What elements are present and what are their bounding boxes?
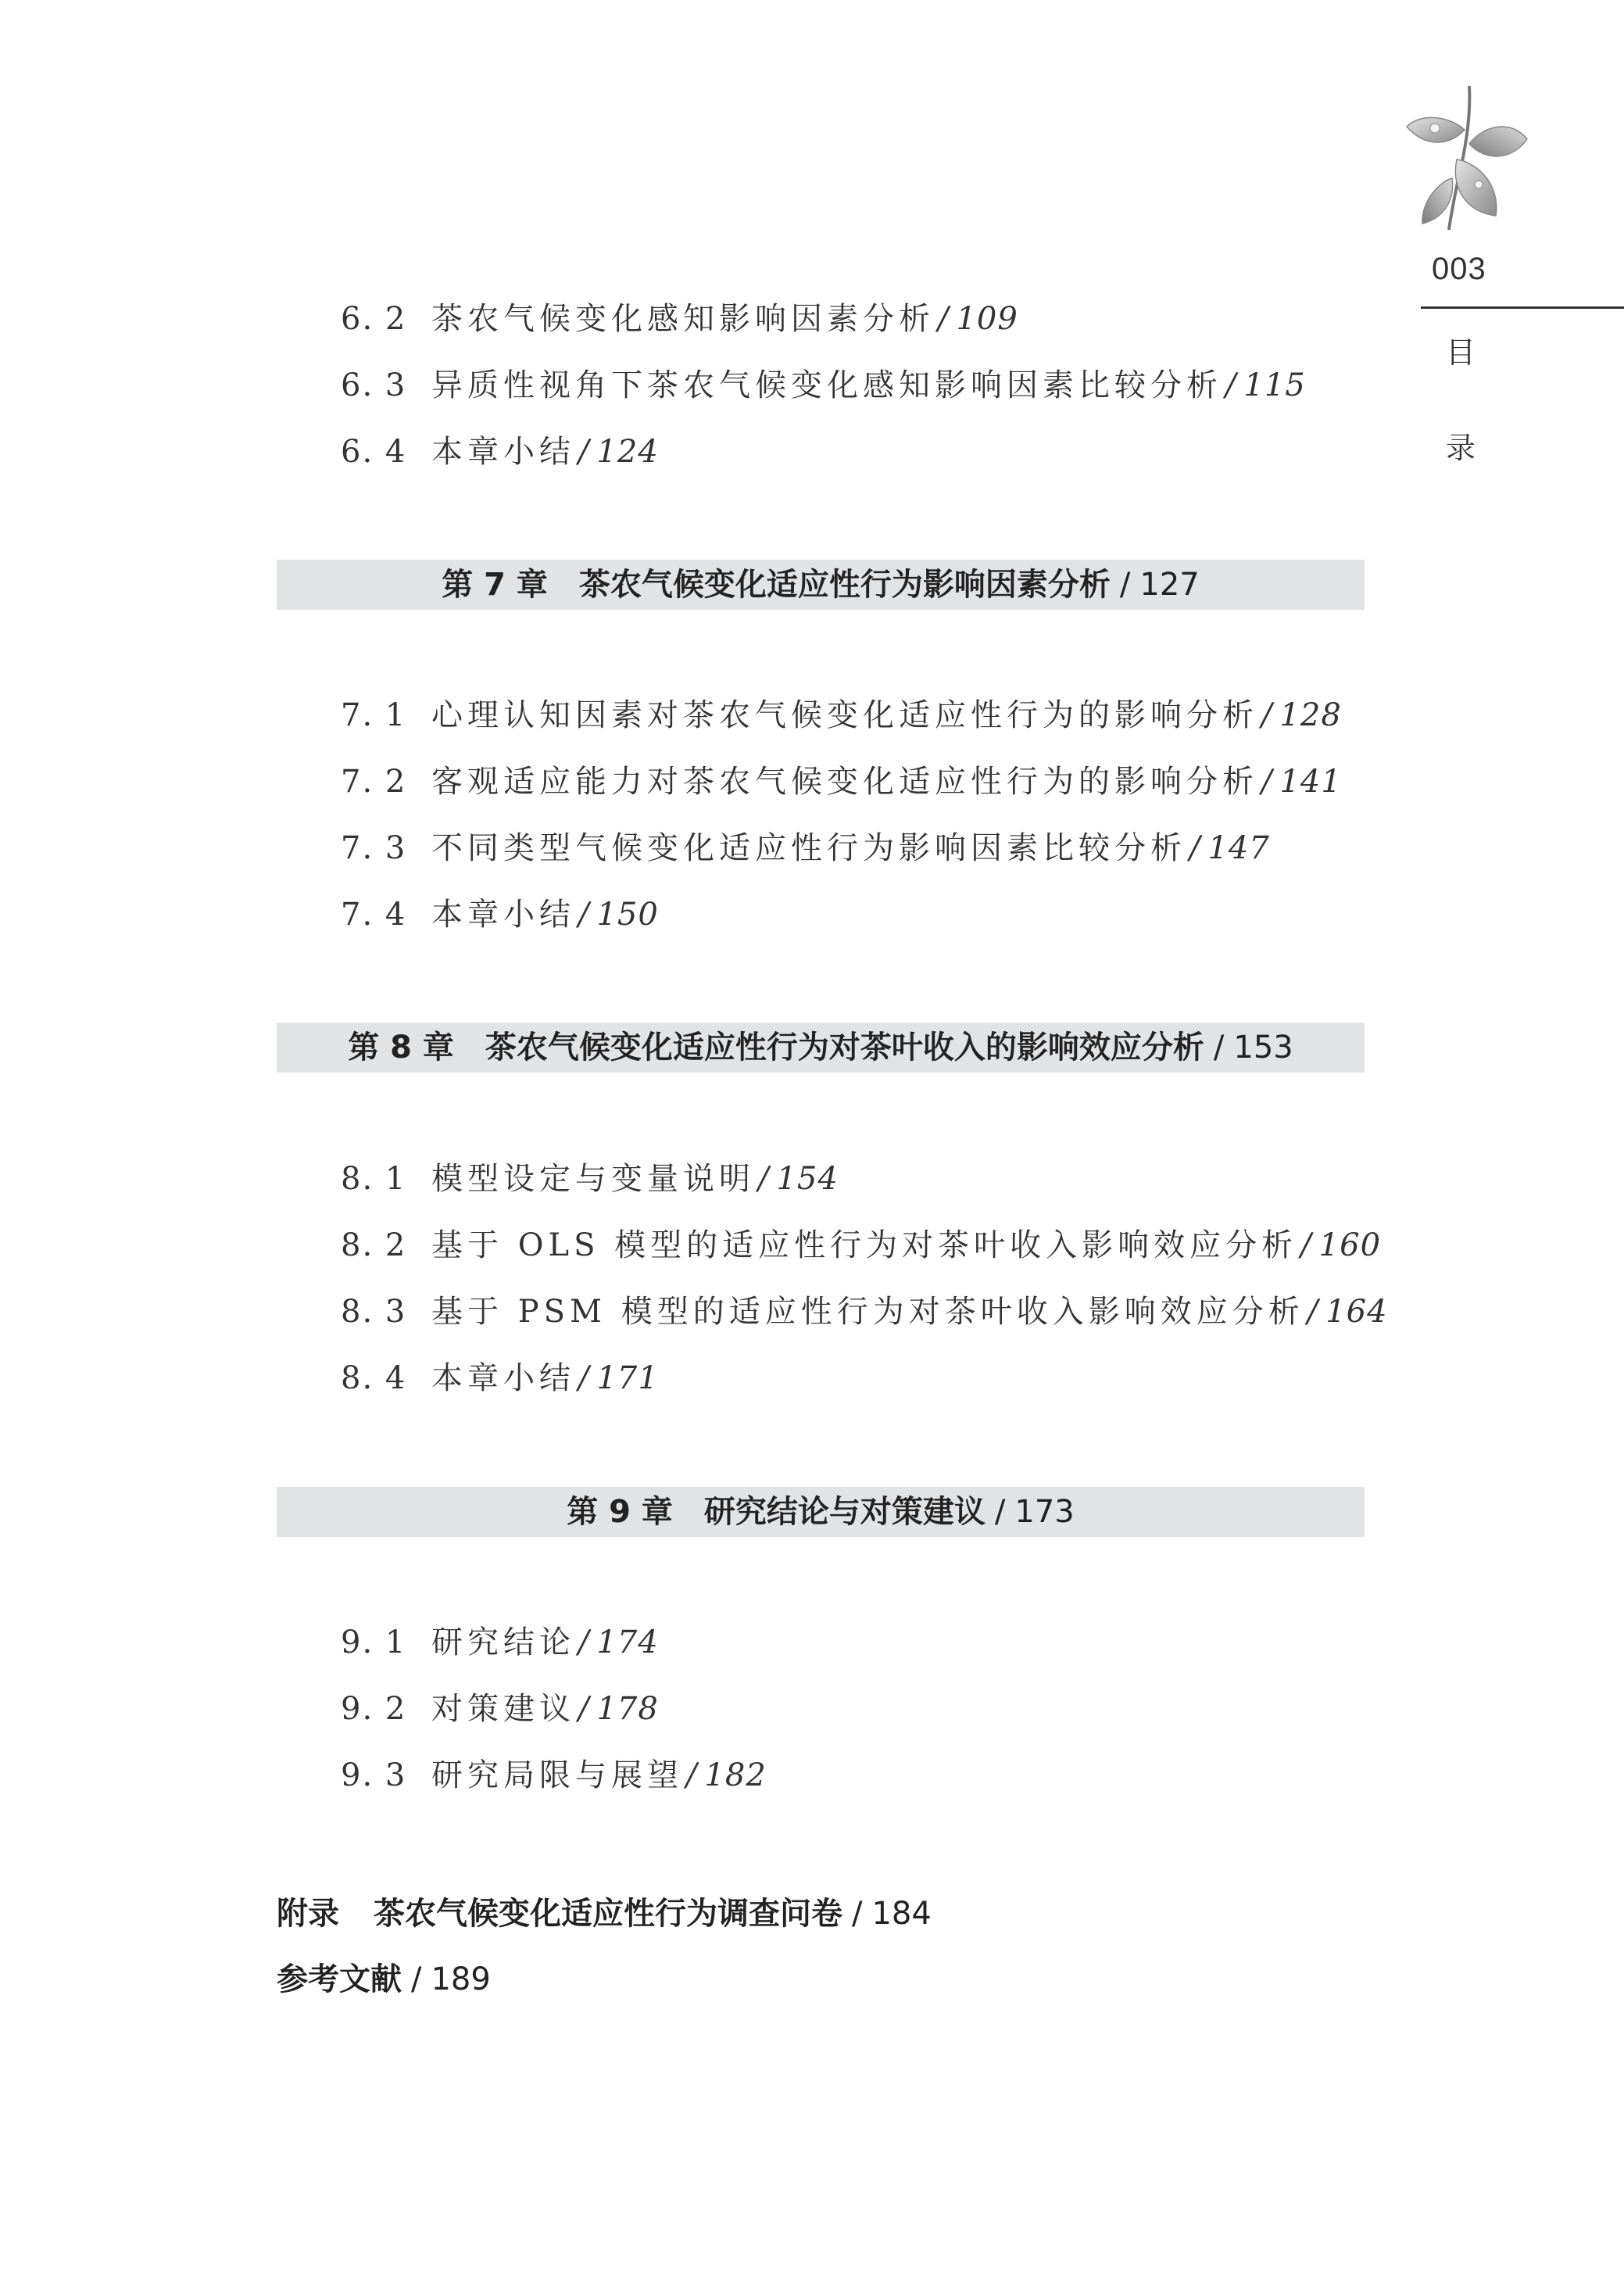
appendix-page: 184 [871,1896,932,1932]
appendix-label: 附录 [277,1896,339,1932]
section-page: 128 [1279,697,1342,733]
toc-section-8-1[interactable] [341,1155,839,1202]
toc-references[interactable] [277,1956,491,2003]
section-number: 7. 2 [341,764,407,800]
section-page: 154 [776,1161,839,1197]
page-separator: / [578,1691,589,1727]
section-page: 164 [1325,1294,1388,1330]
section-number: 7. 4 [341,897,407,933]
section-number: 6. 3 [341,367,407,403]
chapter-title: 研究结论与对策建议 [703,1494,985,1530]
section-page: 178 [596,1691,659,1727]
page-separator: / [1300,1227,1311,1263]
section-page: 182 [704,1757,767,1793]
page-separator: / [411,1961,422,1997]
section-title: 心理认知因素对茶农气候变化适应性行为的影响分析 [431,697,1258,733]
chapter-title: 茶农气候变化适应性行为对茶叶收入的影响效应分析 [485,1030,1204,1066]
section-number: 6. 2 [341,301,407,337]
section-title: 本章小结 [431,1360,575,1396]
section-page: 115 [1243,367,1306,403]
section-page: 147 [1207,830,1270,866]
toc-section-6-3[interactable] [341,362,1306,409]
section-title: 研究局限与展望 [431,1757,683,1793]
section-page: 171 [596,1360,659,1396]
section-title: 模型设定与变量说明 [431,1161,755,1197]
page-separator: / [758,1161,769,1197]
toc-section-8-3[interactable] [341,1288,1388,1335]
page-separator: / [994,1494,1006,1530]
chapter-page: 153 [1233,1030,1293,1066]
sidebar-label-top: 目 [1446,335,1476,370]
toc-chapter-8[interactable] [277,1023,1365,1073]
section-title: 研究结论 [431,1624,575,1660]
chapter-label: 第 8 章 [348,1030,454,1066]
section-title: 对策建议 [431,1691,575,1727]
leaf-branch-icon [1404,84,1529,233]
appendix-title: 茶农气候变化适应性行为调查问卷 [374,1896,842,1932]
section-number: 8. 3 [341,1294,407,1330]
chapter-title: 茶农气候变化适应性行为影响因素分析 [578,567,1111,603]
page-separator: / [938,301,949,337]
section-title: 基于 OLS 模型的适应性行为对茶叶收入影响效应分析 [431,1227,1298,1263]
page-separator: / [1189,830,1200,866]
toc-section-9-2[interactable] [341,1685,659,1732]
section-number: 9. 1 [341,1624,407,1660]
page-separator: / [686,1757,697,1793]
page-separator: / [852,1896,863,1932]
section-page: 150 [596,897,659,933]
page-separator: / [1261,697,1272,733]
sidebar-label-bottom: 录 [1446,431,1476,465]
chapter-label: 第 9 章 [567,1494,673,1530]
section-number: 6. 4 [341,434,407,470]
references-page: 189 [431,1961,491,1997]
section-page: 109 [956,301,1018,337]
section-number: 7. 3 [341,830,407,866]
page-separator: / [578,1624,589,1660]
toc-section-7-1[interactable] [341,692,1342,739]
section-page: 160 [1318,1227,1382,1263]
page-separator: / [1261,764,1272,800]
section-number: 9. 3 [341,1757,407,1793]
section-title: 客观适应能力对茶农气候变化适应性行为的影响分析 [431,764,1258,800]
toc-chapter-7[interactable] [277,560,1365,610]
section-number: 9. 2 [341,1691,407,1727]
chapter-page: 173 [1014,1494,1075,1530]
chapter-page: 127 [1139,567,1200,603]
section-title: 基于 PSM 模型的适应性行为对茶叶收入影响效应分析 [431,1294,1304,1330]
section-title: 茶农气候变化感知影响因素分析 [431,301,935,337]
toc-section-7-3[interactable] [341,825,1270,872]
toc-section-7-4[interactable] [341,891,659,938]
page-separator: / [578,1360,589,1396]
page-separator: / [1213,1030,1225,1066]
page-separator: / [1225,367,1236,403]
section-page: 141 [1279,764,1342,800]
section-page: 124 [596,434,659,470]
toc-appendix[interactable] [277,1890,932,1937]
section-title: 本章小结 [431,897,575,933]
page-separator: / [578,897,589,933]
toc-section-6-2[interactable] [341,296,1018,342]
chapter-label: 第 7 章 [442,567,548,603]
section-title: 异质性视角下茶农气候变化感知影响因素比较分析 [431,367,1222,403]
section-number: 8. 1 [341,1161,407,1197]
toc-section-8-2[interactable] [341,1222,1381,1269]
toc-section-9-3[interactable] [341,1752,767,1799]
page-number: 003 [1432,252,1486,286]
page-separator: / [1307,1294,1318,1330]
page-separator: / [1119,567,1131,603]
toc-chapter-9[interactable] [277,1487,1365,1537]
references-title: 参考文献 [277,1961,402,1997]
toc-section-8-4[interactable] [341,1355,659,1402]
section-page: 174 [596,1624,659,1660]
section-title: 本章小结 [431,434,575,470]
toc-section-9-1[interactable] [341,1619,659,1666]
toc-section-7-2[interactable] [341,758,1342,805]
page-separator: / [578,434,589,470]
section-title: 不同类型气候变化适应性行为影响因素比较分析 [431,830,1186,866]
section-number: 8. 4 [341,1360,407,1396]
section-number: 7. 1 [341,697,407,733]
section-number: 8. 2 [341,1227,407,1263]
toc-section-6-4[interactable] [341,428,659,475]
sidebar-divider [1421,306,1624,309]
